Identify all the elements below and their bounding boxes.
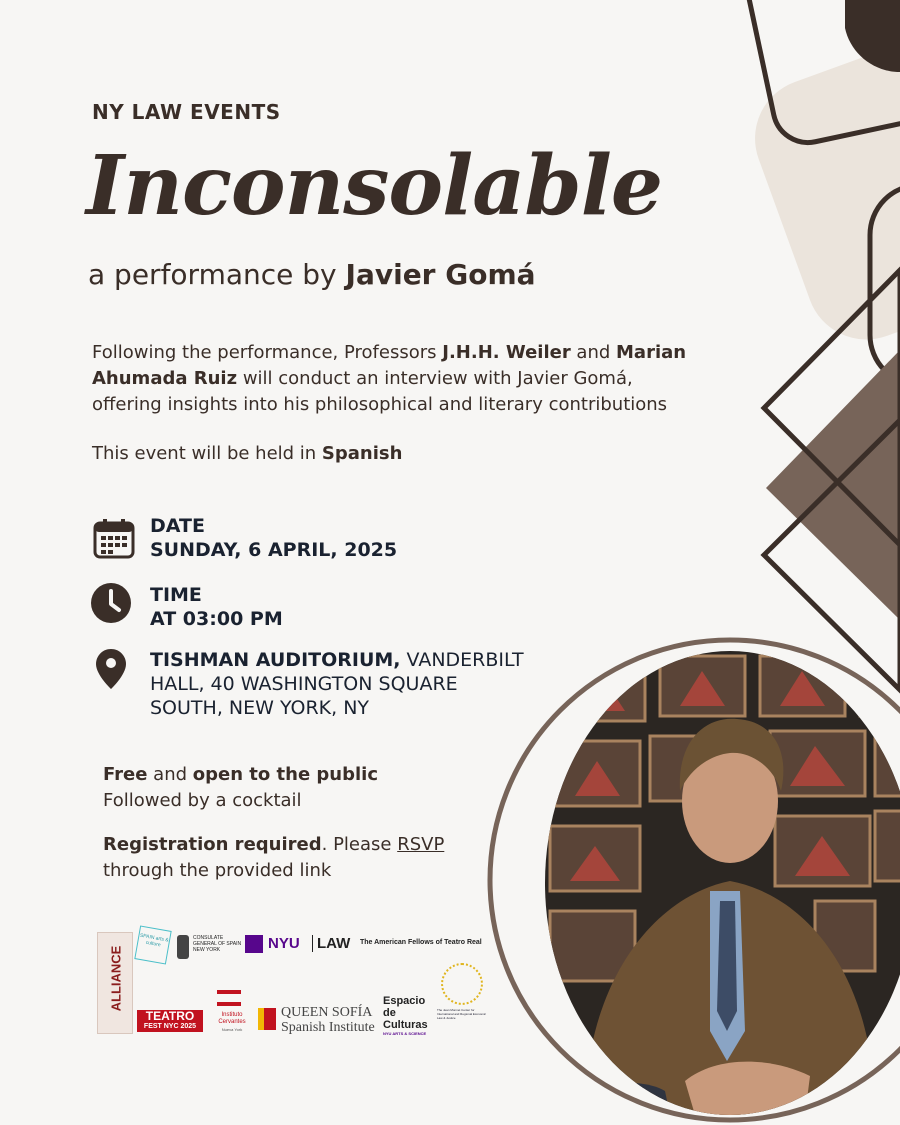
queen-sofia-name: QUEEN SOFÍA — [281, 1005, 373, 1020]
event-description — [92, 340, 702, 418]
espacio-culturas: Culturas — [383, 1019, 428, 1031]
desc-part: will conduct an interview with Javier Gomá, offering insights into his philosophical and literary contributions — [92, 368, 668, 415]
open-label: open to the public — [192, 764, 379, 785]
professor-ahumada: Marian Ahumada Ruiz — [92, 342, 687, 389]
time-value: AT 03:00 PM — [150, 608, 283, 630]
nyu-torch-icon — [245, 935, 263, 953]
and-text: and — [147, 764, 193, 785]
location-text — [150, 648, 530, 720]
alliance-text: ALLIANCE — [108, 945, 124, 1012]
language-note — [92, 443, 402, 464]
reg-end: through the provided link — [103, 860, 332, 881]
lang-prefix: This event will be held in — [92, 443, 322, 464]
location-pin-icon — [95, 648, 127, 690]
organization-label: NY LAW EVENTS — [92, 100, 281, 124]
espacio-de: de — [383, 1007, 396, 1019]
teatro-real-fellows-logo: The American Fellows of Teatro Real — [360, 939, 482, 946]
cervantes-mark-icon — [217, 990, 241, 1006]
consulate-crest-icon — [177, 935, 189, 959]
date-label: DATE — [150, 515, 205, 537]
desc-part: Following the performance, Professors — [92, 342, 443, 363]
espacio-word: Espacio — [383, 995, 426, 1007]
reg-mid: . Please — [321, 834, 398, 855]
cervantes-name: Instituto Cervantes — [218, 1012, 246, 1025]
queen-sofia-mark-icon — [258, 1008, 276, 1030]
desc-part: and — [570, 342, 617, 363]
time-label: TIME — [150, 584, 202, 606]
portrait-illustration — [545, 651, 900, 1115]
cervantes-logo — [212, 1012, 252, 1033]
calendar-icon — [93, 518, 135, 560]
registration-label: Registration required — [103, 834, 322, 855]
espacio-culturas-logo — [383, 995, 428, 1036]
espacio-sub: NYU ARTS & SCIENCE — [383, 1031, 427, 1036]
consulate-logo: CONSULATE GENERAL OF SPAIN NEW YORK — [193, 935, 242, 953]
queen-sofia-sub: Spanish Institute — [281, 1020, 375, 1035]
performer-portrait — [545, 651, 900, 1115]
event-title: Inconsolable — [86, 138, 663, 234]
nyu-logo: NYU — [268, 935, 300, 952]
teatro-sub-text: FEST NYC 2025 — [143, 1023, 197, 1030]
queen-sofia-logo — [281, 1005, 375, 1035]
admission-note — [103, 762, 378, 814]
rsvp-link[interactable]: RSVP — [397, 834, 445, 855]
spain-arts-logo: SPAIN arts & culture — [134, 925, 171, 964]
lang-value: Spanish — [321, 443, 403, 464]
clock-icon — [90, 582, 132, 624]
professor-weiler: J.H.H. Weiler — [442, 342, 571, 363]
cocktail-note: Followed by a cocktail — [103, 790, 302, 811]
teatro-fest-logo — [137, 1010, 203, 1032]
free-label: Free — [103, 764, 148, 785]
date-value: SUNDAY, 6 APRIL, 2025 — [150, 539, 398, 561]
registration-note — [103, 832, 444, 884]
venue-address: VANDERBILT HALL, 40 WASHINGTON SQUARE SOUTH, NEW YORK, NY — [150, 649, 524, 719]
teatro-text: TEATRO — [145, 1009, 195, 1023]
cervantes-city: Nueva York — [221, 1027, 243, 1032]
venue-name: TISHMAN AUDITORIUM, — [150, 649, 401, 671]
jean-monnet-stars-icon — [441, 963, 483, 1005]
subtitle-prefix: a performance by — [88, 258, 337, 291]
law-logo: LAW — [312, 935, 350, 952]
alliance-logo — [97, 932, 133, 1034]
performer-name: Javier Gomá — [345, 258, 536, 291]
event-subtitle — [88, 258, 536, 291]
jean-monnet-logo: The Jean Monnet Center for International and Regional Economic Law & Justice — [437, 1008, 487, 1020]
time-block — [150, 583, 283, 631]
date-block — [150, 514, 397, 562]
